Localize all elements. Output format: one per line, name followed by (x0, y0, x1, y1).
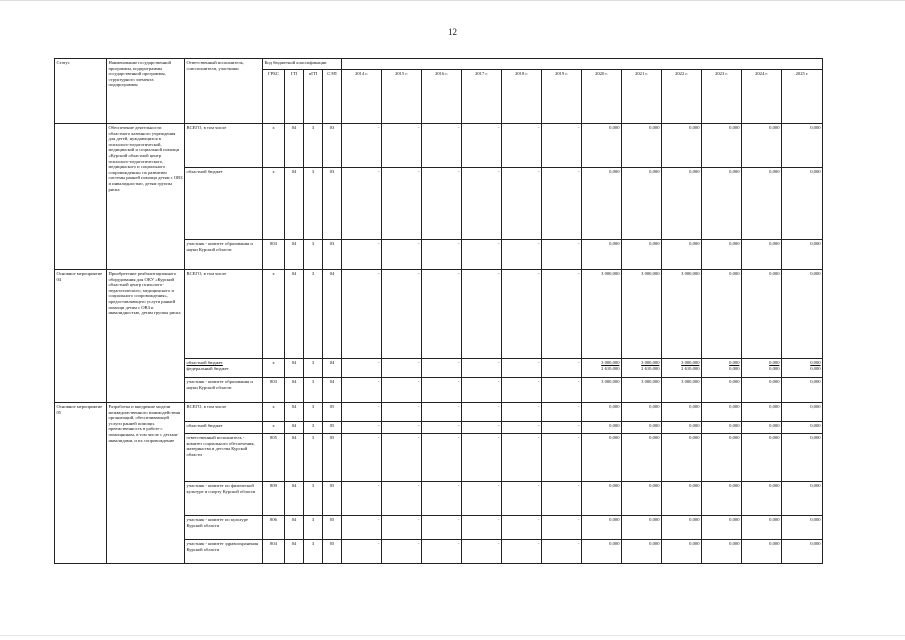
value-cell: - (542, 378, 582, 403)
value-cell: - (462, 540, 502, 564)
responsible-cell: участник - комитет по культуре Курской области (185, 516, 263, 540)
name-cell: Разработка и внедрение модели межведомственного взаимодействия организаций, обеспечивающей услуги ранней помощи, преемственность в работе с помощником, в том числе с детьми-инвалидами, и их сопровождение (107, 403, 185, 564)
value-cell: 0,000 (782, 422, 823, 434)
code-cell: 04 (323, 378, 342, 403)
table-row (55, 124, 823, 168)
header-year: 2018 г. (502, 70, 542, 124)
value-cell: 0,000 (622, 422, 662, 434)
value-cell: 0,000 (582, 540, 622, 564)
value-cell: - (462, 270, 502, 359)
header-year: 2017 г. (462, 70, 502, 124)
code-cell: 803 (263, 378, 285, 403)
value-cell: - (342, 359, 382, 378)
value-cell: 0,000 (742, 270, 782, 359)
responsible-cell: участник - комитет здравоохранения Курской области (185, 540, 263, 564)
header-year: 2016 г. (422, 70, 462, 124)
value-cell: 0,000 (582, 516, 622, 540)
value-cell: 0,000 (582, 403, 622, 422)
value-cell: - (342, 124, 382, 168)
value-cell: 0,000 (662, 124, 702, 168)
value-cell: 0,000 (662, 540, 702, 564)
code-cell: 3 (304, 168, 323, 240)
value-cell: - (502, 359, 542, 378)
value-cell: 0,000 (702, 378, 742, 403)
value-line: 0,000 (729, 360, 740, 365)
value-cell: - (382, 378, 422, 403)
value-cell: 0,000 (582, 124, 622, 168)
value-cell: - (342, 378, 382, 403)
value-cell: 0,000 (742, 516, 782, 540)
value-cell: 3 000,000 (662, 378, 702, 403)
code-cell: 03 (323, 124, 342, 168)
value-cell: 3 000,000 (622, 378, 662, 403)
value-line: 0,000 (729, 365, 740, 371)
value-cell: 0,000 (662, 434, 702, 482)
value-cell: - (382, 270, 422, 359)
value-cell: - (462, 359, 502, 378)
value-cell: 0,000 (662, 240, 702, 270)
responsible-line: областной бюджет (186, 360, 223, 365)
code-cell: 04 (285, 240, 304, 270)
value-cell: 3 000,000 (582, 378, 622, 403)
code-cell: 3 (304, 540, 323, 564)
value-cell: 0,000 (702, 124, 742, 168)
value-cell: 0,000 (662, 482, 702, 516)
header-year: 2015 г. (382, 70, 422, 124)
code-cell: 04 (285, 540, 304, 564)
value-cell: 0,000 (742, 540, 782, 564)
value-cell: 0,000 (582, 240, 622, 270)
header-year: 2024 г. (742, 70, 782, 124)
code-cell: 04 (285, 378, 304, 403)
value-cell: - (422, 516, 462, 540)
value-cell: 0,000 (622, 516, 662, 540)
code-cell: 05 (323, 422, 342, 434)
value-cell: 0,000 (702, 403, 742, 422)
value-cell: - (422, 359, 462, 378)
header-years-spacer (342, 59, 823, 70)
value-cell: 0,000 (662, 422, 702, 434)
code-cell: 03 (323, 240, 342, 270)
responsible-cell: ВСЕГО, в том числе (185, 403, 263, 422)
code-cell: х (263, 403, 285, 422)
responsible-cell: ответственный исполнитель - комитет социального обеспечения, материнства и детства Курской области (185, 434, 263, 482)
value-cell: - (342, 168, 382, 240)
value-cell: - (462, 434, 502, 482)
value-cell: 0,000 (782, 270, 823, 359)
value-cell: - (542, 516, 582, 540)
value-cell: - (502, 270, 542, 359)
value-cell: - (462, 403, 502, 422)
header-code-grbs: ГРБС (263, 70, 285, 124)
value-cell (742, 359, 782, 378)
value-cell: 3 000,000 (582, 270, 622, 359)
value-cell: 0,000 (782, 124, 823, 168)
value-cell: 0,000 (702, 540, 742, 564)
value-cell: - (542, 270, 582, 359)
value-cell: - (502, 482, 542, 516)
value-cell: - (422, 378, 462, 403)
value-cell: - (502, 378, 542, 403)
value-cell: 0,000 (742, 434, 782, 482)
code-cell: 3 (304, 482, 323, 516)
responsible-cell: участник - комитет образования и науки Курской области (185, 240, 263, 270)
value-cell: - (422, 540, 462, 564)
value-cell (702, 359, 742, 378)
value-cell (662, 359, 702, 378)
value-cell: 0,000 (742, 403, 782, 422)
code-cell: 04 (285, 482, 304, 516)
code-cell: 3 (304, 359, 323, 378)
value-cell: - (342, 434, 382, 482)
code-cell: 05 (323, 516, 342, 540)
code-cell: 3 (304, 124, 323, 168)
value-cell: 0,000 (742, 168, 782, 240)
header-year: 2023 г. (702, 70, 742, 124)
value-cell: 0,000 (782, 482, 823, 516)
value-cell: 0,000 (742, 482, 782, 516)
code-cell: 03 (323, 168, 342, 240)
header-codes-group: Код бюджетной классификации (263, 59, 342, 70)
code-cell: х (263, 270, 285, 359)
budget-table (54, 58, 823, 564)
code-cell: 3 (304, 422, 323, 434)
scan-edge-top (0, 0, 905, 1)
value-cell: - (502, 540, 542, 564)
value-cell: 0,000 (742, 378, 782, 403)
responsible-cell: участник - комитет по физической культуре и спорту Курской области (185, 482, 263, 516)
code-cell: 3 (304, 516, 323, 540)
value-cell: - (422, 422, 462, 434)
value-cell: 0,000 (622, 168, 662, 240)
responsible-cell (185, 359, 263, 378)
header-name: Наименование государственной программы, подпрограммы государственной программы, структурного элемента подпрограммы (107, 59, 185, 124)
value-cell: - (462, 168, 502, 240)
value-line: 2 610,000 (601, 365, 620, 371)
value-cell: - (542, 482, 582, 516)
value-cell: - (502, 124, 542, 168)
value-cell: 0,000 (622, 434, 662, 482)
code-cell: 809 (263, 482, 285, 516)
code-cell: 803 (263, 240, 285, 270)
value-cell: - (342, 403, 382, 422)
code-cell: 3 (304, 434, 323, 482)
code-cell: 04 (285, 359, 304, 378)
code-cell: 05 (323, 403, 342, 422)
scan-edge-bottom (0, 635, 905, 636)
value-cell: - (462, 516, 502, 540)
code-cell: 04 (285, 422, 304, 434)
value-cell: 0,000 (782, 403, 823, 422)
value-cell: - (382, 359, 422, 378)
value-cell: - (422, 482, 462, 516)
code-cell: 04 (285, 516, 304, 540)
value-cell: 0,000 (622, 124, 662, 168)
value-cell: - (422, 124, 462, 168)
value-cell: 0,000 (662, 516, 702, 540)
value-cell: - (342, 540, 382, 564)
code-cell: х (263, 168, 285, 240)
header-year: 2014 г. (342, 70, 382, 124)
value-cell: 0,000 (782, 240, 823, 270)
value-line: 3 000,000 (601, 360, 620, 365)
value-cell: - (542, 422, 582, 434)
page-number: 12 (448, 27, 457, 37)
code-cell: 804 (263, 540, 285, 564)
value-cell: - (382, 422, 422, 434)
value-cell: 0,000 (702, 240, 742, 270)
value-cell: - (542, 240, 582, 270)
value-cell: - (382, 403, 422, 422)
code-cell: 04 (323, 270, 342, 359)
header-year: 2025 г. (782, 70, 823, 124)
header-responsible: Ответственный исполнитель, соисполнители, участники (185, 59, 263, 124)
code-cell: 3 (304, 240, 323, 270)
value-cell: - (502, 168, 542, 240)
value-cell: 0,000 (662, 168, 702, 240)
responsible-cell: ВСЕГО, в том числе (185, 270, 263, 359)
code-cell: 805 (263, 434, 285, 482)
value-cell: 0,000 (582, 434, 622, 482)
name-cell: Приобретение реабилитационного оборудования для ОКУ «Курский областной центр психолого-педагогического, медицинского и социального сопровождения», предоставляющего услуги ранней помощи детям с ОВЗ и инвалидностью, детям группы риска (107, 270, 185, 403)
value-line: 3 000,000 (681, 360, 700, 365)
code-cell: 3 (304, 378, 323, 403)
value-cell: 0,000 (702, 516, 742, 540)
responsible-cell: участник - комитет образования и науки Курской области (185, 378, 263, 403)
header-year: 2022 г. (662, 70, 702, 124)
value-cell: - (502, 422, 542, 434)
code-cell: 05 (323, 540, 342, 564)
status-cell: Основное мероприятие 05 (55, 403, 107, 564)
value-cell: 0,000 (582, 168, 622, 240)
value-cell (782, 359, 823, 378)
status-cell: Основное мероприятие 04 (55, 270, 107, 403)
header-code-gp: ГП (285, 70, 304, 124)
header-code-pgp: пГП (304, 70, 323, 124)
value-line: 2 610,000 (681, 365, 700, 371)
code-cell: 05 (323, 434, 342, 482)
value-cell: - (342, 270, 382, 359)
value-cell: 0,000 (702, 270, 742, 359)
value-cell: 0,000 (662, 403, 702, 422)
value-cell: - (422, 403, 462, 422)
value-cell: 0,000 (622, 482, 662, 516)
value-cell: - (542, 434, 582, 482)
code-cell: 04 (285, 124, 304, 168)
value-cell: - (342, 482, 382, 516)
value-cell: 3 000,000 (662, 270, 702, 359)
value-cell: - (542, 403, 582, 422)
header-year: 2020 г. (582, 70, 622, 124)
value-cell: 0,000 (782, 434, 823, 482)
value-cell: 0,000 (782, 378, 823, 403)
value-cell: - (342, 422, 382, 434)
value-cell: 0,000 (742, 124, 782, 168)
responsible-line: федеральный бюджет (186, 365, 229, 371)
value-line: 0,000 (769, 365, 780, 371)
responsible-cell: областной бюджет (185, 168, 263, 240)
value-cell: 0,000 (702, 168, 742, 240)
code-cell: 04 (285, 434, 304, 482)
value-cell: - (542, 168, 582, 240)
value-cell (622, 359, 662, 378)
code-cell: 3 (304, 270, 323, 359)
value-cell: - (382, 240, 422, 270)
value-cell: 0,000 (622, 240, 662, 270)
code-cell: х (263, 359, 285, 378)
header-code-sep: СЭП (323, 70, 342, 124)
value-cell: - (502, 434, 542, 482)
value-cell: - (382, 168, 422, 240)
status-cell (55, 124, 107, 270)
value-cell: - (382, 482, 422, 516)
value-cell: - (382, 434, 422, 482)
value-cell: 0,000 (782, 540, 823, 564)
table-row (55, 270, 823, 359)
value-cell: - (542, 359, 582, 378)
value-cell: - (422, 434, 462, 482)
code-cell: 04 (285, 270, 304, 359)
value-cell: - (462, 240, 502, 270)
value-cell: 0,000 (702, 434, 742, 482)
value-cell: 0,000 (622, 540, 662, 564)
value-cell: - (502, 240, 542, 270)
value-cell: - (502, 516, 542, 540)
value-line: 3 000,000 (641, 360, 660, 365)
value-line: 2 610,000 (641, 365, 660, 371)
code-cell: 04 (285, 403, 304, 422)
value-line: 0,000 (810, 360, 821, 365)
value-cell: 0,000 (742, 240, 782, 270)
header-year: 2019 г. (542, 70, 582, 124)
value-cell: - (422, 168, 462, 240)
code-cell: 806 (263, 516, 285, 540)
responsible-cell: ВСЕГО, в том числе (185, 124, 263, 168)
value-cell: - (462, 482, 502, 516)
value-cell: 3 000,000 (622, 270, 662, 359)
value-cell: - (382, 540, 422, 564)
value-cell: - (422, 240, 462, 270)
code-cell: х (263, 124, 285, 168)
header-year: 2021 г. (622, 70, 662, 124)
value-line: 0,000 (810, 365, 821, 371)
code-cell: 05 (323, 482, 342, 516)
code-cell: 3 (304, 403, 323, 422)
value-cell: 0,000 (582, 422, 622, 434)
value-cell: 0,000 (622, 403, 662, 422)
value-cell (582, 359, 622, 378)
value-cell: - (382, 124, 422, 168)
value-cell: - (502, 403, 542, 422)
value-cell: - (462, 124, 502, 168)
value-cell: 0,000 (782, 168, 823, 240)
value-cell: 0,000 (782, 516, 823, 540)
code-cell: 04 (285, 168, 304, 240)
value-cell: - (342, 240, 382, 270)
value-cell: - (542, 540, 582, 564)
value-cell: - (422, 270, 462, 359)
name-cell: Обеспечение деятельности областного казенного учреждения для детей, нуждающихся в психолого-педагогической, медицинской и социальной помощи «Курский областной центр психолого-педагогического, медицинского и социального сопровождения» по развитию системы ранней помощи детям с ОВЗ и инвалидностью, детям группы риска (107, 124, 185, 270)
value-cell: - (542, 124, 582, 168)
value-cell: 0,000 (742, 422, 782, 434)
value-line: 0,000 (769, 360, 780, 365)
code-cell: 04 (323, 359, 342, 378)
value-cell: - (342, 516, 382, 540)
value-cell: 0,000 (702, 482, 742, 516)
value-cell: 0,000 (702, 422, 742, 434)
code-cell: х (263, 422, 285, 434)
value-cell: - (382, 516, 422, 540)
value-cell: - (462, 422, 502, 434)
table-row (55, 403, 823, 422)
header-status: Статус (55, 59, 107, 124)
value-cell: - (462, 378, 502, 403)
value-cell: 0,000 (582, 482, 622, 516)
responsible-cell: областной бюджет (185, 422, 263, 434)
